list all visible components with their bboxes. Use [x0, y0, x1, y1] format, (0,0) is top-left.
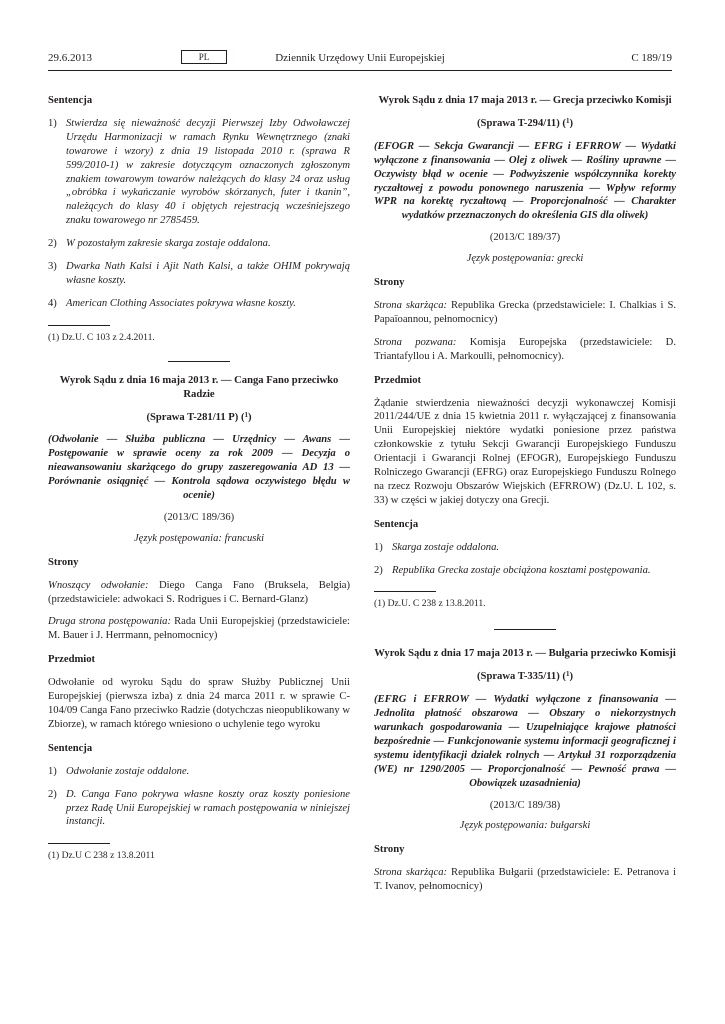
case-number: (Sprawa T-335/11) ($^1$)	[477, 670, 573, 683]
footnote: (1) Dz.U. C 238 z 13.8.2011.	[374, 598, 486, 610]
party-2: Druga strona postępowania: Rada Unii Europejskiej (przedstawiciele: M. Bauer i J. Herrmann, pełnomocnicy)	[48, 616, 350, 642]
przedmiot-text: Odwołanie od wyroku Sądu do spraw Służby Publicznej Unii Europejskiej (pierwsza izba) z dnia 24 marca 2011 r. w sprawie C-104/09 Canga Fano przeciwko Radzie (dotychczas nieopublikowany w Zbiorze), w ramach którego wniesiono o uchylenie tego wyroku	[48, 677, 350, 730]
list-number: 1)	[48, 117, 57, 129]
list-number: 2)	[48, 788, 57, 800]
list-item	[48, 237, 350, 251]
przedmiot-heading: Przedmiot	[374, 374, 422, 386]
footnote-rule	[374, 591, 436, 592]
footnote-rule	[48, 325, 110, 326]
language-badge: PL	[181, 50, 227, 64]
list-number: 2)	[48, 238, 57, 250]
list-number: 1)	[48, 765, 57, 777]
case-title: Wyrok Sądu z dnia 16 maja 2013 r. — Canga Fano przeciwko Radzie	[59, 374, 339, 400]
case-reference: (2013/C 189/38)	[489, 799, 561, 811]
sentencja-heading: Sentencja	[374, 518, 419, 530]
footnote-text: Dz.U C 238 z 13.8.2011	[61, 850, 155, 862]
footnote-text: Dz.U. C 238 z 13.8.2011.	[387, 598, 486, 610]
footnote-rule	[48, 843, 110, 844]
list-item	[48, 297, 350, 311]
party-1: Strona skarżąca: Republika Grecka (przedstawiciele: I. Chalkias i S. Papaïoannou, pełnomocnicy)	[374, 299, 676, 325]
list-text: Republika Grecka zostaje obciążona kosztami postępowania.	[392, 564, 651, 576]
list-item	[48, 765, 350, 779]
przedmiot-heading: Przedmiot	[48, 654, 96, 666]
footnote-mark: 1	[51, 850, 56, 862]
footnote-text: Dz.U. C 103 z 2.4.2011.	[61, 331, 155, 343]
page-number: C 189/19	[631, 52, 672, 64]
case-language: Język postępowania: bułgarski	[459, 820, 591, 832]
section-separator	[494, 629, 556, 630]
list-text: Skarga zostaje oddalona.	[392, 541, 500, 553]
right-column	[374, 86, 676, 903]
list-text: Dwarka Nath Kalsi i Ajit Nath Kalsi, a także OHIM pokrywają własne koszty.	[66, 261, 350, 286]
case-number: (Sprawa T-281/11 P) ($^1$)	[146, 410, 252, 423]
case-keywords: (EFOGR — Sekcja Gwarancji — EFRG i EFRROW — Wydatki wyłączone z finansowania — Olej z oliwek — Rośliny uprawne — Oczywisty błąd w ocenie — Podwyższenie współczynnika korekty ryczałtowej z powodu ponownego naruszenia — Wpływ reformy WPR na korektę ryczałtową — Proporcjonalność — Charakter wydatków przeznaczonych do określenia GIS dla oliwek)	[374, 140, 676, 222]
case-title: Wyrok Sądu z dnia 17 maja 2013 r. — Grecja przeciwko Komisji	[378, 95, 672, 106]
strony-heading: Strony	[48, 556, 79, 568]
footnote-mark: 1	[377, 598, 382, 610]
party-1: Strona skarżąca: Republika Bułgarii (przedstawiciele: E. Petranova i T. Ivanov, pełnomocnicy)	[374, 867, 677, 893]
footnote-mark: 1	[51, 331, 56, 343]
list-text: Stwierdza się nieważność decyzji Pierwszej Izby Odwoławczej Urzędu Harmonizacji w ramach Rynku Wewnętrznego (znaki towarowe i wzory) z dnia 19 listopada 2010 r. (sprawa R 599/2010-1) w zakresie dotyczącym oznaczonych zgłoszonym znakiem towarowym towarów należących do klasy 24 oraz usług „obróbka i wykańczanie wyrobów skórzanych, futer i tkanin”, należących do klasy 40 i objętych rejestracją wcześniejszego znaku towarowego nr 2785459.	[66, 117, 350, 227]
list-item	[374, 541, 676, 555]
footnote: (1) Dz.U C 238 z 13.8.2011	[48, 850, 155, 862]
case-title: Wyrok Sądu z dnia 17 maja 2013 r. — Bułgaria przeciwko Komisji	[374, 648, 676, 660]
list-number: 1)	[374, 541, 383, 553]
list-item	[374, 564, 676, 578]
header-rule	[48, 70, 672, 71]
list-text: American Clothing Associates pokrywa własne koszty.	[66, 297, 296, 309]
case-language: Język postępowania: grecki	[466, 253, 584, 265]
list-text: W pozostałym zakresie skarga zostaje oddalona.	[66, 238, 271, 250]
list-item	[48, 260, 350, 288]
journal-title: Dziennik Urzędowy Unii Europejskiej	[275, 52, 445, 64]
sentencja-heading: Sentencja	[48, 95, 93, 106]
list-item	[48, 788, 350, 830]
strony-heading: Strony	[374, 277, 405, 289]
party-1: Wnoszący odwołanie: Diego Canga Fano (Bruksela, Belgia) (przedstawiciele: adwokaci S. Rodrigues i C. Bernard-Glanz)	[48, 579, 350, 605]
list-number: 3)	[48, 261, 57, 273]
case-keywords: (EFRG i EFRROW — Wydatki wyłączone z finansowania — Jednolita płatność obszarowa — Obszary o niekorzystnych warunkach gospodarowania — Uzupełniające krajowe płatności bezpośrednie — Funkcjonowanie systemu informacji geograficznej i systemu identyfikacji działek rolnych — Artykuł 31 rozporządzenia (WE) nr 1290/2005 — Proporcjonalność — Pewność prawa — Obowiązek uzasadnienia)	[374, 694, 676, 789]
footnote: (1) Dz.U. C 103 z 2.4.2011.	[48, 331, 155, 343]
case-number: (Sprawa T-294/11) ($^1$)	[477, 116, 573, 129]
case-keywords: (Odwołanie — Służba publiczna — Urzędnicy — Awans — Postępowanie w sprawie oceny za rok 2009 — Decyzja o nieawansowaniu skarżącego do grupy zaszeregowania AD 13 — Porównanie osiągnięć — Kontrola sądowa oczywistego błędu w ocenie)	[48, 434, 350, 502]
sentencja-heading: Sentencja	[48, 742, 93, 754]
left-column	[48, 86, 350, 863]
list-item	[48, 117, 350, 228]
list-text: D. Canga Fano pokrywa własne koszty oraz koszty poniesione przez Radę Unii Europejskiej w ramach postępowania w niniejszej instancji.	[66, 788, 350, 828]
list-number: 2)	[374, 564, 383, 576]
strony-heading: Strony	[374, 844, 405, 856]
case-language: Język postępowania: francuski	[133, 532, 265, 544]
party-2: Strona pozwana: Komisja Europejska (przedstawiciele: D. Triantafyllou i A. Markoulli, pełnomocnicy).	[374, 336, 676, 362]
page-header	[48, 50, 672, 70]
section-separator	[168, 361, 230, 362]
list-text: Odwołanie zostaje oddalone.	[66, 765, 190, 777]
case-reference: (2013/C 189/37)	[489, 232, 561, 244]
przedmiot-text: Żądanie stwierdzenia nieważności decyzji wykonawczej Komisji 2011/244/UE z dnia 15 kwietnia 2011 r. wyłączającej z finansowania Unii Europejskiej niektóre wydatki poniesione przez państwa członkowskie z tytułu Sekcji Gwarancji Europejskiego Funduszu Orientacji i Gwarancji Rolnej (EFOGR), Europejskiego Funduszu Rolniczego Gwarancji (EFRG) oraz Europejskiego Funduszu Rolnego na rzecz Rozwoju Obszarów Wiejskich (EFRROW) (Dz.U. L 102, s. 33) w części w jakiej dotyczy ona Grecji.	[374, 397, 676, 506]
list-number: 4)	[48, 297, 57, 309]
case-reference: (2013/C 189/36)	[163, 511, 235, 523]
header-date: 29.6.2013	[48, 52, 92, 64]
